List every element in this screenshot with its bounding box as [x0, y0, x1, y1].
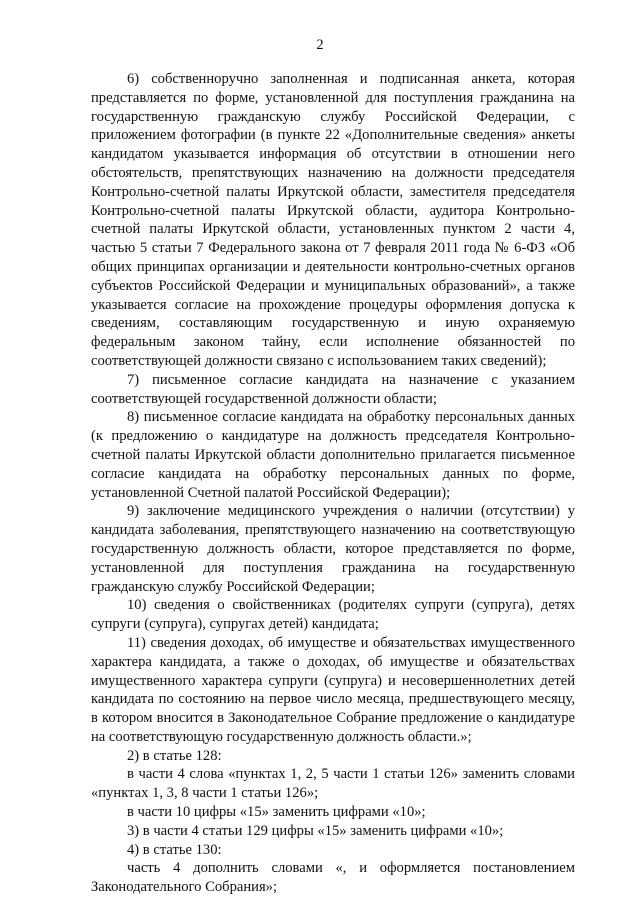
paragraph-item-11: 11) сведения доходах, об имуществе и обязательствах имущественного характера кандидата, а также о доходах, об имуществе и обязательствах имущественного характера супруги (супруга) и несовершеннолетних детей кандидата по состоянию на первое число месяца, предшествующего месяцу, в котором вносится в Законодательное Собрание предложение о кандидатуре на соответствующую государственную должность области.»; [91, 634, 575, 745]
paragraph-item-9: 9) заключение медицинского учреждения о наличии (отсутствии) у кандидата заболевания, препятствующего назначению на соответствующую государственную должность области, которое представляется по форме, установленной для поступления гражданина на государственную гражданскую службу Российской Федерации; [91, 503, 575, 595]
paragraph-article-130: 4) в статье 130: [127, 841, 222, 858]
page-number: 2 [316, 37, 324, 53]
paragraph-item-6: 6) собственноручно заполненная и подписанная анкета, которая представляется по форме, установленной для поступления гражданина на государственную гражданскую службу Российской Федерации, с приложением фотографии (в пункте 22 «Дополнительные сведения» анкеты кандидатом указывается информация об отсутствии в отношении него обстоятельств, препятствующих назначению на должности председателя Контрольно-счетной палаты Иркутской области, заместителя председателя Контрольно-счетной палаты Иркутской области, аудитора Контрольно-счетной палаты Иркутской области, установленных пунктом 2 части 4, частью 5 статьи 7 Федерального закона от 7 февраля 2011 года № 6-ФЗ «Об общих принципах организации и деятельности контрольно-счетных органов субъектов Российской Федерации и муниципальных образований», а также указывается согласие на прохождение процедуры оформления допуска к сведениям, составляющим государственную и иную охраняемую федеральным законом тайну, если исполнение обязанностей по соответствующей должности связано с использованием таких сведений); [91, 71, 575, 369]
paragraph-article-128-part-4: в части 4 слова «пунктах 1, 2, 5 части 1 статьи 126» заменить словами «пунктах 1, 3, 8 части 1 статьи 126»; [91, 766, 575, 802]
paragraph-item-10: 10) сведения о свойственниках (родителях супруги (супруга), детях супруги (супруга), супругах детей) кандидата; [91, 597, 575, 633]
paragraph-item-8: 8) письменное согласие кандидата на обработку персональных данных (к предложению о кандидатуре на должность председателя Контрольно-счетной палаты Иркутской области дополнительно прилагается письменное согласие кандидата на обработку персональных данных по форме, установленной Счетной палатой Российской Федерации); [91, 409, 575, 501]
paragraph-article-129: 3) в части 4 статьи 129 цифры «15» заменить цифрами «10»; [127, 822, 504, 839]
paragraph-article-130-part-4: часть 4 дополнить словами «, и оформляется постановлением Законодательного Собрания»; [91, 860, 575, 896]
paragraph-article-128: 2) в статье 128: [127, 747, 222, 764]
paragraph-article-128-part-10: в части 10 цифры «15» заменить цифрами «10»; [127, 804, 426, 821]
paragraph-item-7: 7) письменное согласие кандидата на назначение с указанием соответствующей государственной должности области; [91, 371, 575, 407]
document-body [91, 70, 575, 897]
